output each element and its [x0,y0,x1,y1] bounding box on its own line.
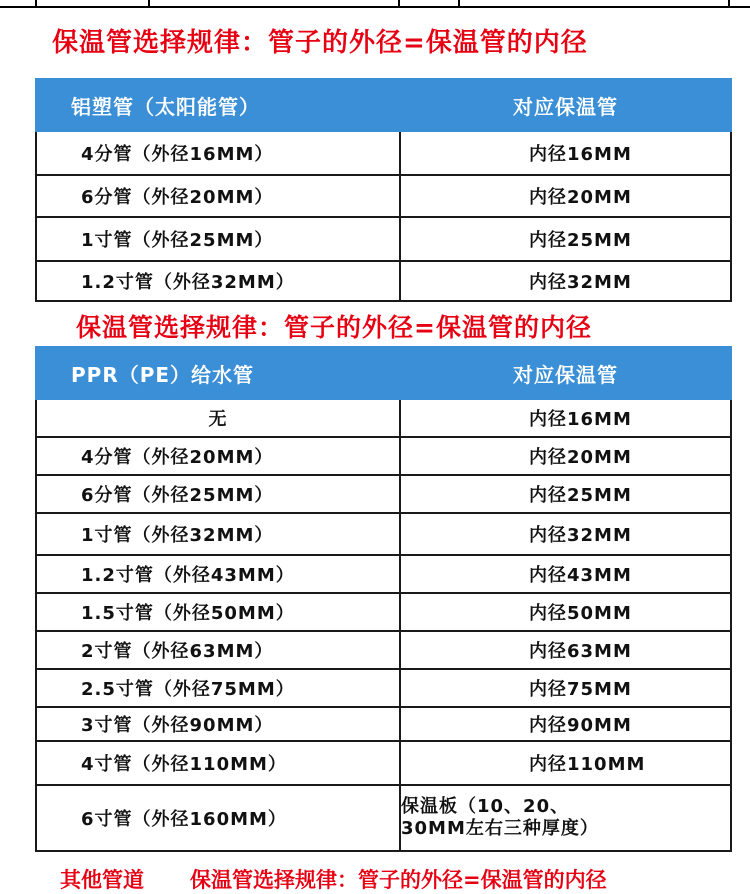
pipe-size-cell: 3寸管（外径90MM） [36,707,400,741]
pipe-size-cell: 4寸管（外径110MM） [36,741,400,785]
header-insulation: 对应保温管 [400,347,731,399]
insulation-size-cell: 内径16MM [400,399,731,437]
footer-other-pipes-label: 其他管道 [60,868,144,892]
insulation-size-cell: 内径25MM [400,475,731,513]
table-row [36,131,731,175]
pipe-size-cell: 2寸管（外径63MM） [36,631,400,669]
top-cropped-table-edge [0,0,750,10]
rule-heading-middle: 保温管选择规律：管子的外径=保温管的内径 [76,313,592,342]
table-row [36,631,731,669]
pipe-size-cell: 1.2寸管（外径43MM） [36,555,400,593]
header-pipe-type: PPR（PE）给水管 [36,347,400,399]
note-line-2: 30MM左右三种厚度） [401,818,599,839]
pipe-size-cell: 4分管（外径16MM） [36,131,400,175]
insulation-size-cell: 内径25MM [400,217,731,261]
header-insulation: 对应保温管 [400,79,731,131]
table-row [36,399,731,437]
pipe-size-cell: 1寸管（外径25MM） [36,217,400,261]
table-row [36,217,731,261]
note-line-1: 保温板（10、20、 [401,796,570,817]
table-row [36,261,731,301]
rule-heading-top: 保温管选择规律：管子的外径=保温管的内径 [52,28,588,58]
table-row [36,475,731,513]
header-pipe-type: 铝塑管（太阳能管） [36,79,400,131]
aluminum-plastic-pipe-table [35,78,732,302]
table-header-row [36,79,731,131]
table-row [36,785,731,851]
insulation-size-cell: 内径32MM [400,513,731,555]
pipe-size-cell: 2.5寸管（外径75MM） [36,669,400,707]
insulation-size-cell: 内径43MM [400,555,731,593]
table-row [36,593,731,631]
insulation-size-cell: 内径63MM [400,631,731,669]
footer-rule [60,864,607,894]
insulation-size-cell: 内径32MM [400,261,731,301]
pipe-size-cell: 1寸管（外径32MM） [36,513,400,555]
insulation-size-cell: 内径16MM [400,131,731,175]
insulation-size-cell: 内径110MM [400,741,731,785]
table-row [36,707,731,741]
pipe-size-cell: 6分管（外径20MM） [36,175,400,217]
pipe-size-cell: 4分管（外径20MM） [36,437,400,475]
pipe-size-cell: 6分管（外径25MM） [36,475,400,513]
insulation-size-cell: 内径20MM [400,175,731,217]
table-row [36,513,731,555]
table-header-row [36,347,731,399]
insulation-size-cell: 内径75MM [400,669,731,707]
pipe-size-cell: 6寸管（外径160MM） [36,785,400,851]
insulation-size-cell: 内径50MM [400,593,731,631]
insulation-board-note [400,785,731,851]
table-row [36,555,731,593]
footer-rule-text: 保温管选择规律：管子的外径=保温管的内径 [190,868,607,892]
pipe-size-cell: 无 [36,399,400,437]
table-row [36,437,731,475]
pipe-size-cell: 1.5寸管（外径50MM） [36,593,400,631]
insulation-size-cell: 内径20MM [400,437,731,475]
insulation-size-cell: 内径90MM [400,707,731,741]
table-row [36,741,731,785]
ppr-pe-pipe-table [35,346,732,852]
table-row [36,669,731,707]
pipe-size-cell: 1.2寸管（外径32MM） [36,261,400,301]
table-row [36,175,731,217]
